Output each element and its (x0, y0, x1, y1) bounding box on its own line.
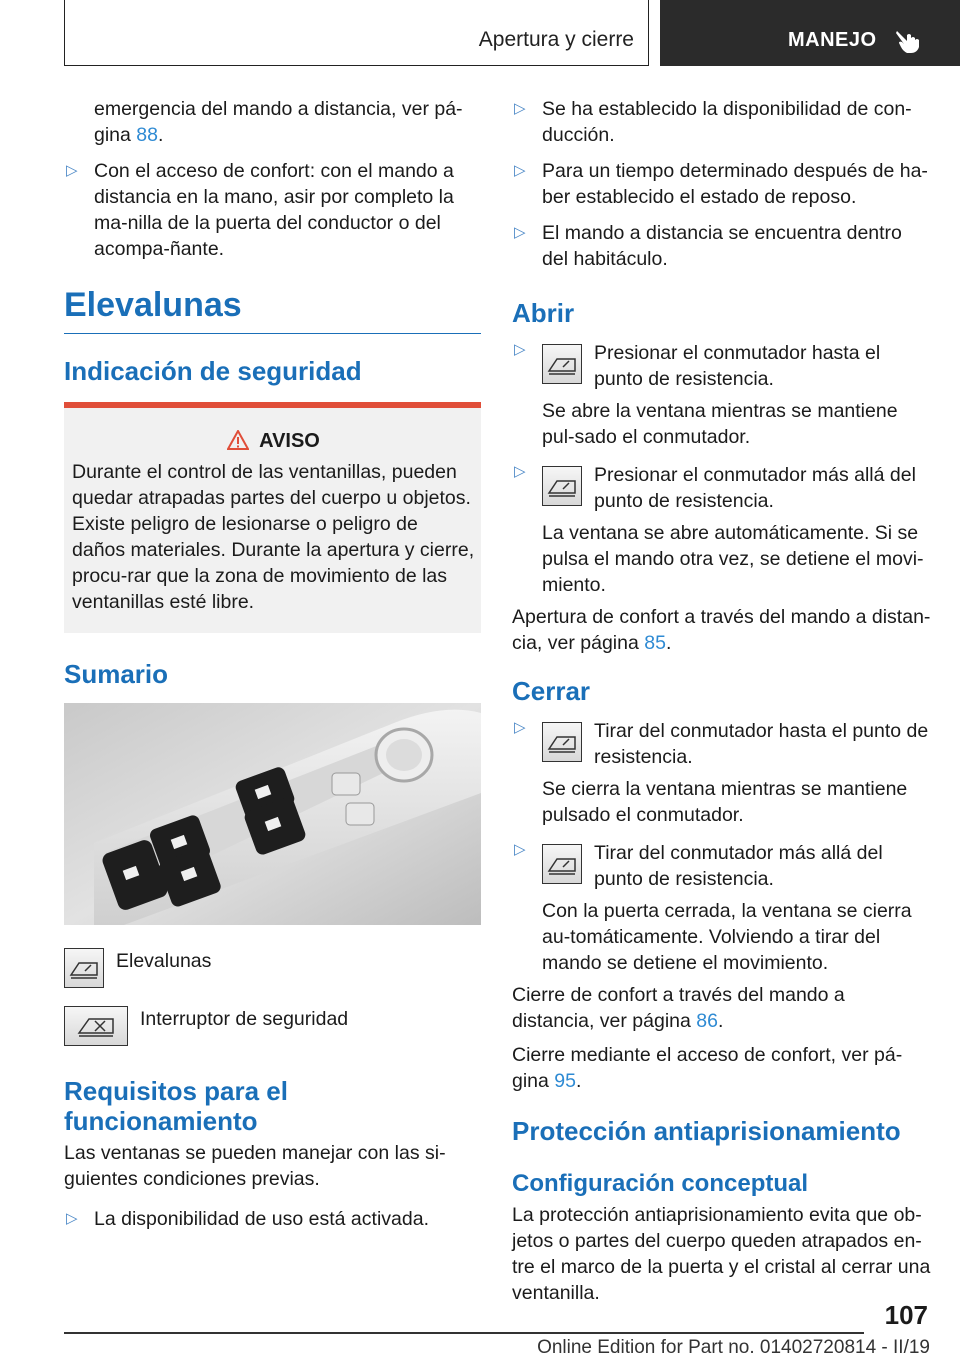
window-switch-icon (542, 466, 582, 506)
header-section-tab (64, 0, 649, 66)
footer-divider (64, 1332, 864, 1334)
abrir-op-1 (512, 340, 932, 450)
legend-interruptor-seguridad (64, 1006, 481, 1046)
config-text: La protección antiaprisionamiento evita que ob-jetos o partes del cuerpo queden atrapados en-tre el marco de la puerta y el cristal al cerrar una ventanilla. (512, 1204, 931, 1304)
cerrar-confort-period: . (717, 1010, 724, 1032)
heading-proteccion: Protección antiaprisionamiento (512, 1116, 901, 1146)
window-switch-icon (542, 722, 582, 762)
requisitos-text: Las ventanas se pueden manejar con las si-guientes condiciones previas. (64, 1142, 446, 1190)
cerrar-confort-a: Cierre de confort a través del mando a distancia, ver página (512, 984, 845, 1032)
header-chapter-title: MANEJO (788, 29, 877, 51)
bullet-text: Se ha establecido la disponibilidad de con-ducción. (542, 98, 912, 146)
warning-title-text: AVISO (259, 430, 320, 452)
legend-elevalunas (64, 948, 481, 988)
page-link-85[interactable]: 85 (644, 632, 666, 654)
window-switch-photo (64, 703, 481, 925)
legend-label: Elevalunas (116, 950, 212, 972)
window-switch-icon (64, 948, 104, 988)
page-number: 107 (884, 1300, 928, 1330)
abrir-op-2 (512, 462, 932, 598)
op-subtext: Se abre la ventana mientras se mantiene pul-sado el conmutador. (542, 400, 898, 448)
triangle-bullet-icon: ▷ (66, 162, 78, 179)
warning-title (72, 430, 475, 453)
page-link-95[interactable]: 95 (554, 1070, 576, 1092)
cerrar-acceso-period: . (576, 1070, 582, 1092)
op-subtext: Con la puerta cerrada, la ventana se cierra au-tomáticamente. Volviendo a tirar del mando se detiene el movimiento. (542, 900, 912, 974)
heading-abrir: Abrir (512, 298, 575, 328)
pointing-hand-icon (893, 25, 923, 55)
page-link-88[interactable]: 88 (136, 124, 158, 146)
cerrar-acceso-text (512, 1042, 932, 1094)
bullet-conduccion (512, 96, 932, 148)
abrir-confort-a: Apertura de confort a través del mando a distan-cia, ver página (512, 606, 931, 654)
safety-switch-icon (64, 1006, 128, 1046)
window-switch-icon (542, 344, 582, 384)
triangle-bullet-icon: ▷ (514, 162, 526, 179)
heading-requisitos: Requisitos para el funcionamiento (64, 1076, 288, 1136)
triangle-bullet-icon: ▷ (66, 1210, 78, 1227)
intro-continuation (64, 96, 481, 148)
triangle-bullet-icon: ▷ (514, 100, 526, 117)
bullet-acceso-confort (64, 158, 481, 262)
bullet-text: Con el acceso de confort: con el mando a distancia en la mano, asir por completo la ma-nilla de la puerta del conductor o del acompa-ñante. (94, 160, 454, 260)
triangle-bullet-icon: ▷ (514, 841, 526, 858)
footer-edition: Online Edition for Part no. 01402720814 - II/19 (537, 1337, 930, 1358)
op-text: Presionar el conmutador más allá del punto de resistencia. (594, 464, 916, 512)
header-section-title: Apertura y cierre (478, 28, 634, 51)
heading-configuracion: Configuración conceptual (512, 1170, 809, 1197)
warning-box (64, 402, 481, 633)
heading-elevalunas: Elevalunas (64, 286, 481, 334)
triangle-bullet-icon: ▷ (514, 719, 526, 736)
warning-text: Durante el control de las ventanillas, pueden quedar atrapadas partes del cuerpo u objetos. Existe peligro de lesionarse o peligro de daños materiales. Durante la apertura y cierre, procu-rar que la zona de movimiento de las ventanillas esté libre. (72, 461, 475, 613)
op-text: Presionar el conmutador hasta el punto de resistencia. (594, 342, 881, 390)
bullet-text: La disponibilidad de uso está activada. (94, 1208, 429, 1230)
triangle-bullet-icon: ▷ (514, 341, 526, 358)
cerrar-op-2 (512, 840, 932, 976)
bullet-text: Para un tiempo determinado después de ha-ber establecido el estado de reposo. (542, 160, 928, 208)
op-text: Tirar del conmutador hasta el punto de resistencia. (594, 720, 929, 768)
bullet-text: El mando a distancia se encuentra dentro del habitáculo. (542, 222, 902, 270)
bullet-disponibilidad (64, 1206, 481, 1232)
heading-indicacion-seguridad: Indicación de seguridad (64, 356, 362, 386)
warning-triangle-icon (227, 430, 249, 450)
abrir-confort-text (512, 604, 932, 656)
cerrar-acceso-a: Cierre mediante el acceso de confort, ver pá-gina (512, 1044, 903, 1092)
intro-text: emergencia del mando a distancia, ver pá-gina (94, 98, 463, 146)
legend-label: Interruptor de seguridad (140, 1008, 349, 1030)
op-subtext: Se cierra la ventana mientras se mantiene pulsado el conmutador. (542, 778, 908, 826)
op-subtext: La ventana se abre automáticamente. Si se pulsa el mando otra vez, se detiene el movi-miento. (542, 522, 924, 596)
triangle-bullet-icon: ▷ (514, 224, 526, 241)
intro-period: . (158, 124, 164, 146)
heading-sumario: Sumario (64, 659, 169, 689)
window-switch-icon (542, 844, 582, 884)
page-link-86[interactable]: 86 (696, 1010, 718, 1032)
left-column (64, 96, 481, 1242)
triangle-bullet-icon: ▷ (514, 463, 526, 480)
right-column (512, 96, 932, 1314)
heading-cerrar: Cerrar (512, 676, 591, 706)
cerrar-confort-text (512, 982, 932, 1034)
cerrar-op-1 (512, 718, 932, 828)
bullet-habitaculo (512, 220, 932, 272)
op-text: Tirar del conmutador más allá del punto de resistencia. (594, 842, 883, 890)
bullet-reposo (512, 158, 932, 210)
abrir-confort-period: . (665, 632, 672, 654)
